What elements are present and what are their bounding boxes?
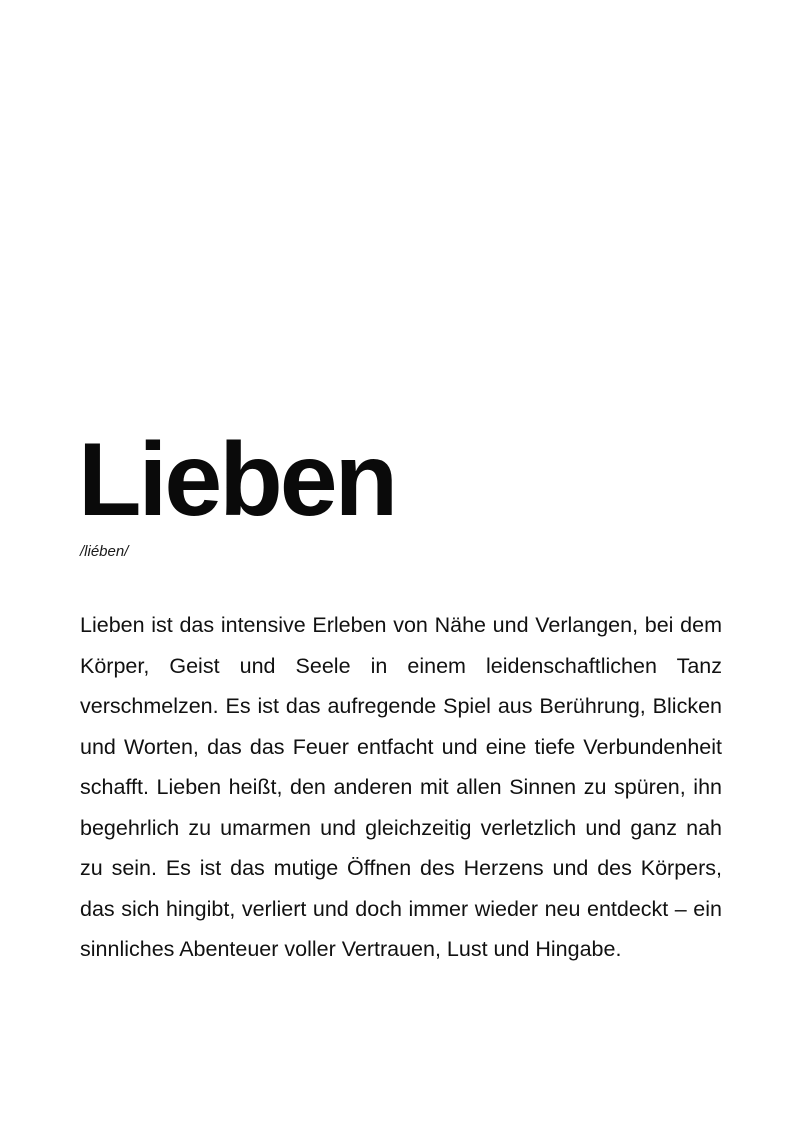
definition-text: Lieben ist das intensive Erleben von Nähe und Verlangen, bei dem Körper, Geist und Seele in einem leidenschaftlichen Tanz verschmelzen. Es ist das aufregende Spiel aus Berührung, Blicken und Worten, das das Feuer entfacht und eine tiefe Verbundenheit schafft. Lieben heißt, den anderen mit allen Sinnen zu spüren, ihn begehrlich zu umarmen und gleichzeitig verletzlich und ganz nah zu sein. Es ist das mutige Öffnen des Herzens und des Körpers, das sich hingibt, verliert und doch immer wieder neu entdeckt – ein sinnliches Abenteuer voller Vertrauen, Lust und Hingabe. [80, 613, 722, 961]
pronunciation: /liében/ [80, 543, 129, 560]
headword: Lieben [78, 422, 396, 538]
